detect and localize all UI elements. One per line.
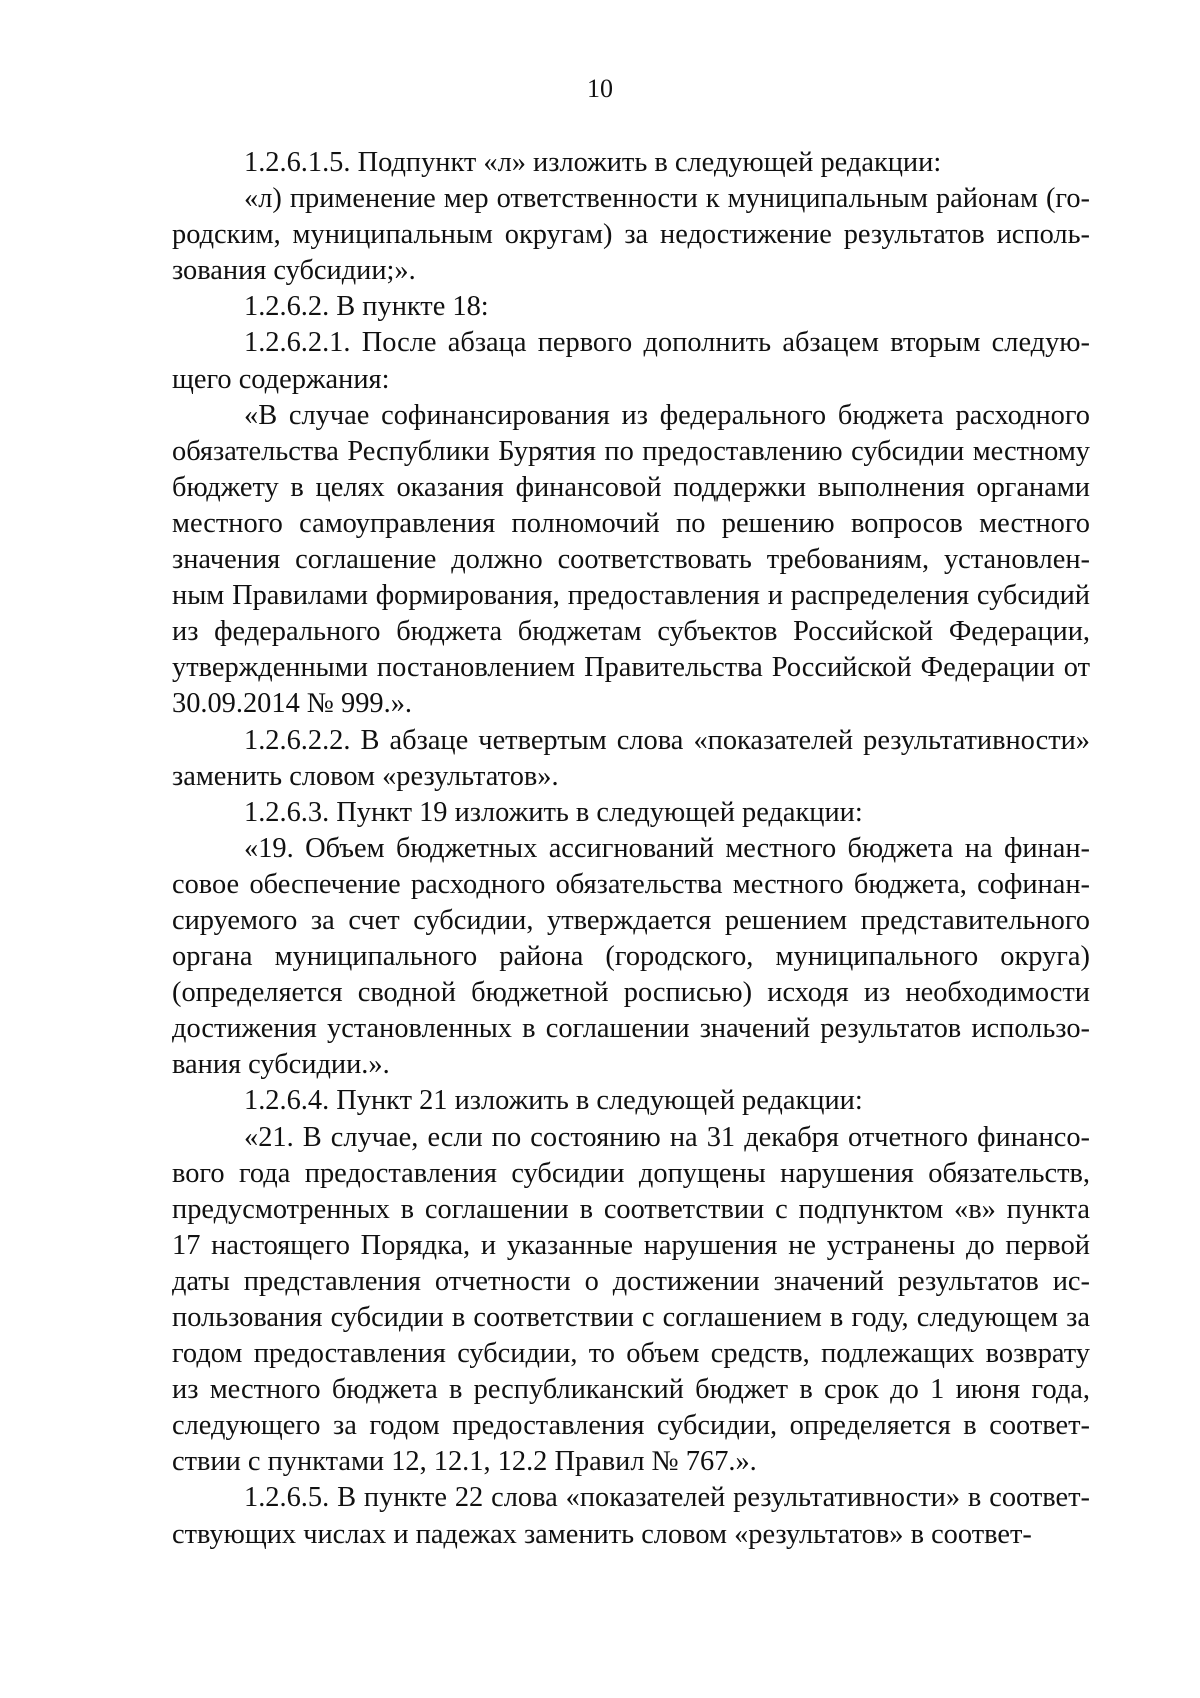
document-body [172, 145, 1090, 1553]
paragraph-item-21-quote: «21. В случае, если по состоянию на 31 декабря отчетного финансового года предоставления субсидии допущены нарушения обязательств, предусмотренных в соглашении в соответствии с подпунктом «в» пункта 17 настоящего Порядка, и указанные нарушения не устранены до первой даты представления отчетности о достижении значений результатов использования субсидии в соответствии с соглашением в году, следующем за годом предоставления субсидии, то объем средств, подлежащих возврату из местного бюджета в республиканский бюджет в срок до 1 июня года, следующего за годом предоставления субсидии, определяется в соответствии с пунктами 12, 12.1, 12.2 Правил № 767.». [172, 1121, 1090, 1478]
paragraph-1-2-6-2-1: 1.2.6.2.1. После абзаца первого дополнить абзацем вторым следующего содержания: [172, 327, 1090, 395]
paragraph-item-19-quote: «19. Объем бюджетных ассигнований местного бюджета на финансовое обеспечение расходного обязательства местного бюджета, софинансируемого за счет субсидии, утверждается решением представительного органа муниципального района (городского, муниципального округа) (определяется сводной бюджетной росписью) исходя из необходимости достижения установленных в соглашении значений результатов использования субсидии.». [172, 832, 1090, 1081]
paragraph-1-2-6-5: 1.2.6.5. В пункте 22 слова «показателей результативности» в соответствующих числах и падежах заменить словом «результатов» в соответ- [172, 1482, 1090, 1550]
paragraph-subitem-l: «л) применение мер ответственности к муниципальным районам (городским, муниципальным округам) за недостижение результатов использования субсидии;». [172, 183, 1090, 287]
paragraph-1-2-6-1-5: 1.2.6.1.5. Подпункт «л» изложить в следующей редакции: [244, 147, 942, 178]
page-number: 10 [587, 74, 613, 103]
paragraph-1-2-6-2: 1.2.6.2. В пункте 18: [244, 291, 489, 323]
paragraph-1-2-6-3: 1.2.6.3. Пункт 19 изложить в следующей редакции: [244, 796, 863, 828]
paragraph-cofinancing-quote: «В случае софинансирования из федерального бюджета расходного обязательства Республики Бурятия по предоставлению субсидии местному бюджету в целях оказания финансовой поддержки выполнения органами местного самоуправления полномочий по решению вопросов местного значения соглашение должно соответствовать требованиям, установленным Правилами формирования, предоставления и распределения субсидий из федерального бюджета бюджетам субъектов Российской Федерации, утвержденными постановлением Правительства Российской Федерации от 30.09.2014 № 999.». [172, 399, 1090, 720]
paragraph-1-2-6-2-2: 1.2.6.2.2. В абзаце четвертым слова «показателей результативности» заменить словом «результатов». [172, 724, 1090, 792]
paragraph-1-2-6-4: 1.2.6.4. Пункт 21 изложить в следующей редакции: [244, 1085, 863, 1117]
